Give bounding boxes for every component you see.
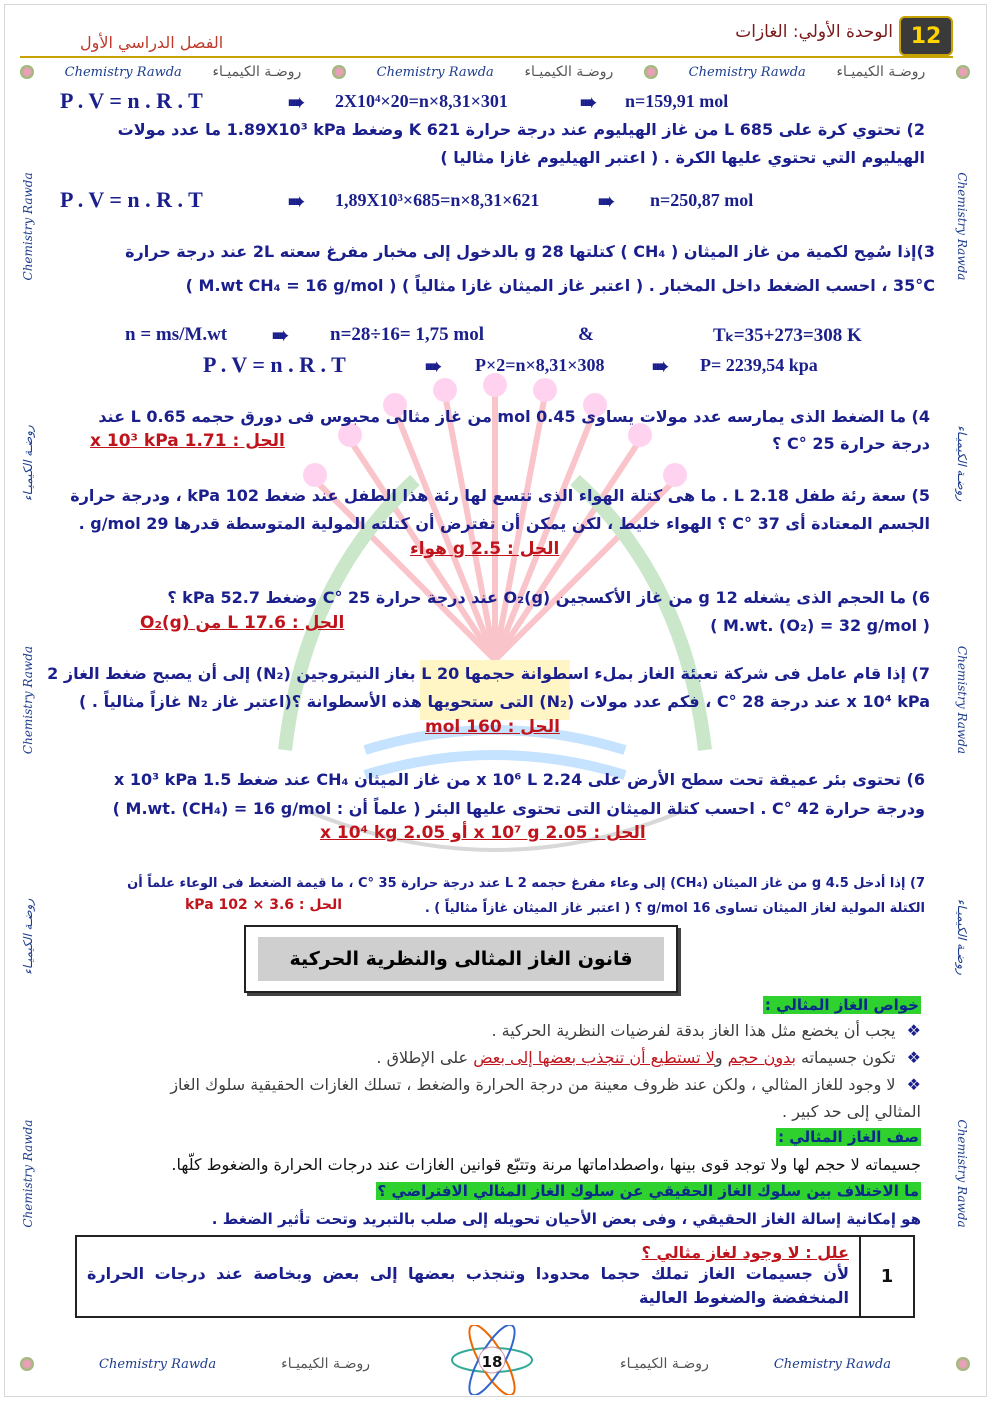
right-decor-strip — [955, 100, 969, 1300]
page-badge: 12 — [899, 16, 953, 56]
solution1-calc: 2X10⁴×20=n×8,31×301 — [335, 91, 508, 111]
property-2-highlight-1: بدون حجم — [727, 1048, 796, 1067]
flower-icon — [644, 65, 658, 79]
unit-title: الوحدة الأولي: الغازات — [735, 22, 893, 42]
strip-brand-ar: روضـة الكيميـاء — [212, 64, 302, 80]
q3-temp: Tₖ=35+273=308 K — [713, 325, 862, 346]
property-3-continuation: المثالي إلى حد كبير . — [782, 1102, 921, 1121]
q3-and: & — [578, 324, 594, 345]
q4-text-line1: 4) ما الضغط الذى يمارسه عدد مولات يساوى 0.45 mol من غاز مثالى محبوس فى دورق حجمه 0.65 L عند — [98, 407, 930, 426]
q8-text-line1: 6) تحتوى بئر عميقة تحت سطح الأرض على 2.24 x 10⁶ L من غاز الميثان CH₄ عند ضغط 1.5 x 10³ kPa — [113, 770, 925, 789]
difference-text: هو إمكانية إسالة الغاز الحقيقي ، وفى بعض الأحيان تحويله إلى صلب بالتبريد وتحت تأثير الضغط . — [211, 1210, 921, 1228]
q9-text-line2: الكتلة المولية لغاز الميثان تساوى 16 g/mol ؟ ( اعتبر غاز الميثان غازاً مثالياً ) . — [424, 901, 925, 916]
side-brand-en: Chemistry Rawda — [955, 1119, 969, 1228]
q6-answer: الحل : 17.6 L من O₂(g) — [140, 613, 345, 633]
flower-icon — [332, 65, 346, 79]
side-brand-ar: روضـة الكيميـاء — [21, 425, 35, 502]
q3-text-line1: 3)إذا سُمِح لكمية من غاز الميثان ( CH₄ ) كتلتها 28 g بالدخول إلى مخبار مفرغ سعته 2L عند درجة حرارة — [125, 242, 935, 261]
q6-text-line2: ( M.wt. (O₂) = 32 g/mol ) — [710, 616, 930, 635]
property-2-post: على الإطلاق . — [376, 1048, 474, 1067]
diamond-bullet-icon: ❖ — [906, 1048, 921, 1067]
q2-text-line2: الهيليوم التي تحتوي عليها الكرة . ( اعتبر الهيليوم غازا مثاليا ) — [440, 148, 925, 167]
strip-brand-ar: روضـة الكيميـاء — [524, 64, 614, 80]
strip-brand-en: Chemistry Rawda — [99, 1356, 217, 1372]
arrow-icon: ➠ — [288, 191, 305, 213]
properties-heading: خواص الغاز المثالي : — [764, 996, 919, 1014]
side-brand-en: Chemistry Rawda — [21, 645, 35, 755]
property-2-pre: تكون جسيماته — [795, 1048, 896, 1067]
q3-result: P= 2239,54 kpa — [700, 355, 818, 375]
q3-law: P . V = n . R . T — [203, 352, 346, 377]
solution1-result: n=159,91 mol — [625, 91, 729, 111]
side-brand-ar: روضـة الكيميـاء — [955, 425, 969, 502]
q7-text-line2: x 10⁴ kPa عند درجة 28 °C ، فكم عدد مولات (N₂) التى ستحويها هذه الأسطوانة ؟(اعتبر غاز N₂ غازاً مثالياً . ) — [79, 692, 930, 711]
arrow-icon: ➠ — [598, 191, 615, 213]
reason-row — [76, 1236, 914, 1317]
property-2-highlight-2: لا تستطيع أن تنجذب بعضها إلى بعض — [473, 1048, 715, 1067]
q9-text-line1: 7) إذا أدخل 4.5 g من غاز الميثان (CH₄) إلى وعاء مفرغ حجمه 2 L عند درجة حرارة 35 °C ، ما قيمة الضغط فى الوعاء علماً أن — [127, 876, 925, 891]
q3-moles-calc: n=28÷16= 1,75 mol — [330, 324, 485, 345]
solution1-law: P . V = n . R . T — [60, 88, 203, 113]
flower-icon — [956, 65, 970, 79]
strip-brand-en: Chemistry Rawda — [688, 64, 806, 80]
q6-text-line1: 6) ما الحجم الذى يشغله 12 g من غاز الأكسجين O₂(g) عند درجة حرارة 25 °C وضغط 52.7 kPa ؟ — [167, 588, 930, 607]
property-2-mid: و — [714, 1048, 728, 1067]
q4-text-line2: درجة حرارة 25 °C ؟ — [772, 434, 930, 453]
property-bullet-2 — [71, 1044, 921, 1071]
reason-answer: لأن جسيمات الغاز تملك حجما محدودا وتنجذب بعضها إلى بعض وبخاصة عند درجات الحرارة المنخفضة والضغوط العالية — [87, 1264, 849, 1307]
q2-calc: 1,89X10³×685=n×8,31×621 — [335, 190, 540, 210]
properties-heading-wrap — [763, 995, 921, 1014]
reason-content-cell — [76, 1236, 860, 1317]
strip-brand-en: Chemistry Rawda — [376, 64, 494, 80]
arrow-icon: ➠ — [272, 325, 289, 347]
page-number: 18 — [481, 1353, 503, 1371]
flower-icon — [20, 1357, 34, 1371]
describe-heading: صف الغاز المثالي : — [778, 1128, 919, 1146]
q8-answer: الحل : 2.05 x 10⁷ g أو 2.05 x 10⁴ kg — [320, 823, 646, 843]
property-1-text: يجب أن يخضع مثل هذا الغاز بدقة لفرضيات النظرية الحركية . — [491, 1021, 896, 1040]
property-bullet-1 — [71, 1017, 921, 1044]
q7-text-line1: 7) إذا قام عامل فى شركة تعبئة الغاز بملء اسطوانة حجمها 20 L بغاز النيتروجين (N₂) إلى أن يصبح ضغط الغاز 2 — [47, 664, 930, 683]
q5-text-line1: 5) سعة رئة طفل 2.18 L . ما هى كتلة الهواء الذى تتسع لها رئة هذا الطفل عند ضغط 102 kPa ، ودرجة حرارة — [70, 486, 930, 505]
q3-moles-formula: n = ms/M.wt — [125, 324, 228, 345]
q7-answer: الحل : 160 mol — [425, 717, 560, 737]
strip-brand-ar: روضـة الكيميـاء — [281, 1356, 370, 1372]
difference-heading: ما الاختلاف بين سلوك الغاز الحقيقي عن سلوك الغاز المثالي الافتراضي ؟ — [377, 1182, 919, 1200]
q5-answer: الحل : 2.5 g هواء — [410, 539, 560, 559]
q2-law: P . V = n . R . T — [60, 187, 203, 212]
left-decor-strip — [21, 100, 35, 1300]
describe-heading-wrap — [776, 1127, 921, 1146]
arrow-icon: ➠ — [288, 92, 305, 114]
q2-text-line1: 2) تحتوي كرة على 685 L من غاز الهيليوم عند درجة حرارة 621 K وضغط 1.89X10³ kPa ما عدد مولات — [117, 120, 925, 139]
describe-text: جسيماته لا حجم لها ولا توجد قوى بينها ،واصطداماتها مرنة وتتبّع قوانين الغازات عند درجات الحرارة والضغوط كلّها. — [171, 1155, 921, 1174]
difference-heading-wrap — [376, 1181, 921, 1200]
section-title: قانون الغاز المثالى والنظرية الحركية — [258, 937, 664, 981]
reason-table — [75, 1235, 915, 1318]
q3-text-line2: 35°C ، احسب الضغط داخل المخبار . ( اعتبر غاز الميثان غازا مثالياً ) ( M.wt CH₄ = 16 g/mol ) — [185, 276, 935, 295]
diamond-bullet-icon: ❖ — [906, 1021, 921, 1040]
property-bullet-3 — [51, 1071, 921, 1098]
q4-answer: الحل : 1.71 x 10³ kPa — [90, 431, 285, 451]
section-title-box — [244, 925, 678, 993]
property-3-text: لا وجود للغاز المثالي ، ولكن عند ظروف معينة من درجة الحرارة والضغط ، تسلك الغازات الحقيقية سلوك الغاز — [170, 1075, 896, 1094]
q8-text-line2: ودرجة حرارة 42 °C . احسب كتلة الميثان التى تحتوى عليها البئر ( علماً أن : M.wt. (CH₄) = 16 g/mol ) — [112, 799, 925, 818]
side-brand-en: Chemistry Rawda — [21, 172, 35, 281]
strip-brand-en: Chemistry Rawda — [64, 64, 182, 80]
side-brand-en: Chemistry Rawda — [21, 1119, 35, 1228]
flower-icon — [20, 65, 34, 79]
reason-question: علل : لا وجود لغاز مثالي ؟ — [641, 1243, 849, 1262]
diamond-bullet-icon: ❖ — [906, 1075, 921, 1094]
top-decor-strip — [20, 64, 970, 80]
term-label: الفصل الدراسي الأول — [80, 33, 224, 52]
reason-number: 1 — [860, 1236, 914, 1317]
arrow-icon: ➠ — [652, 356, 669, 378]
q2-result: n=250,87 mol — [650, 190, 754, 210]
strip-brand-ar: روضـة الكيميـاء — [619, 1356, 709, 1372]
q3-calc: P×2=n×8,31×308 — [475, 355, 605, 375]
flower-icon — [956, 1357, 970, 1371]
side-brand-en: Chemistry Rawda — [955, 172, 969, 281]
q5-text-line2: الجسم المعتادة أى 37 °C ؟ الهواء خليط ، لكن يمكن أن تفترض أن كتلته المولية المتوسطة قدرها 29 g/mol . — [78, 514, 930, 533]
header-rule — [20, 56, 953, 58]
q9-answer: الحل : 3.6 × 102 kPa — [185, 897, 343, 913]
strip-brand-ar: روضـة الكيميـاء — [836, 64, 926, 80]
strip-brand-en: Chemistry Rawda — [773, 1356, 891, 1372]
arrow-icon: ➠ — [580, 92, 597, 114]
side-brand-ar: روضـة الكيميـاء — [21, 898, 35, 975]
arrow-icon: ➠ — [425, 356, 442, 378]
side-brand-ar: روضـة الكيميـاء — [955, 898, 969, 975]
side-brand-en: Chemistry Rawda — [955, 645, 969, 755]
